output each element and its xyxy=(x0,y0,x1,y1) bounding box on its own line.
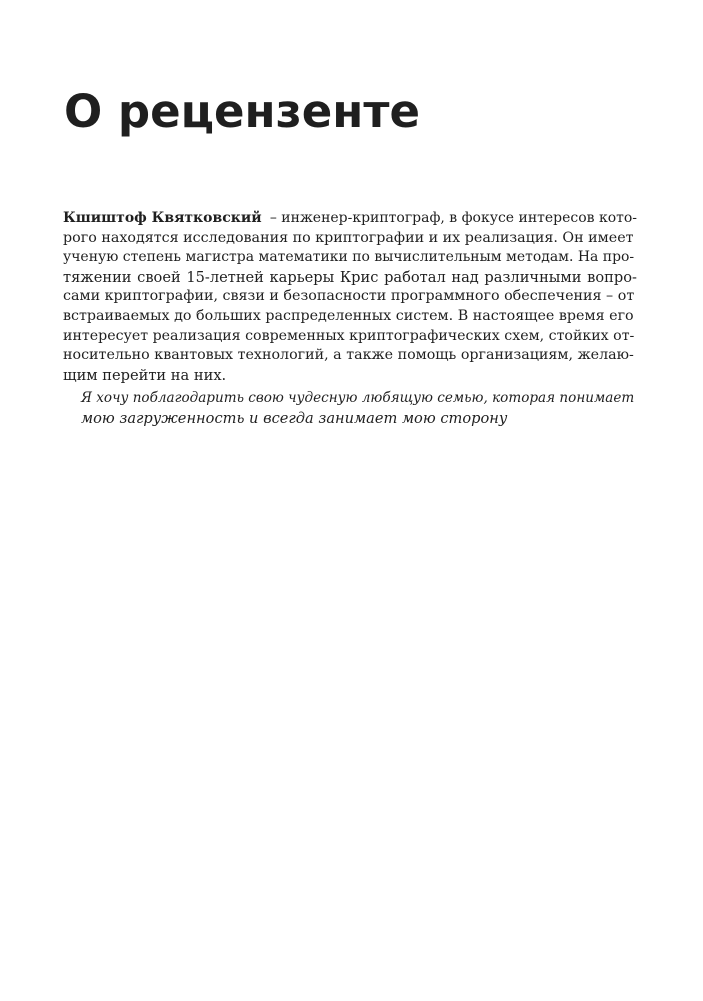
reviewer-bio xyxy=(63,209,637,385)
bio-line-7 xyxy=(63,327,637,347)
bio-line-1 xyxy=(63,209,637,229)
bio-line-8-text: носительно квантовых технологий, а также помощь организациям, желаю- xyxy=(63,347,634,364)
bio-line-2 xyxy=(63,229,637,249)
bio-line-6 xyxy=(63,307,637,327)
acknowledgment-line-2-text: мою загруженность и всегда занимает мою сторону xyxy=(81,409,508,427)
bio-line-5-text: сами криптографии, связи и безопасности программного обеспечения – от xyxy=(63,288,635,305)
acknowledgment-line-2 xyxy=(81,409,637,429)
bio-line-9-text: щим перейти на них. xyxy=(63,366,227,384)
page-title: О рецензенте xyxy=(64,85,420,138)
reviewer-name: Кшиштоф Квятковский xyxy=(63,210,262,226)
bio-line-9 xyxy=(63,366,637,386)
acknowledgment-line-1-text: Я хочу поблагодарить свою чудесную любящую семью, которая понимает xyxy=(81,390,635,406)
bio-line-1-text: – инженер-криптограф, в фокусе интересов кото- xyxy=(269,210,637,226)
bio-line-7-text: интересует реализация современных криптографических схем, стойких от- xyxy=(63,327,635,344)
acknowledgment-line-1 xyxy=(81,389,637,409)
bio-line-8 xyxy=(63,346,637,366)
bio-line-3-text: ученую степень магистра математики по вычислительным методам. На про- xyxy=(63,249,635,266)
bio-line-6-text: встраиваемых до больших распределенных систем. В настоящее время его xyxy=(63,307,634,324)
bio-line-2-text: рого находятся исследования по криптографии и их реализация. Он имеет xyxy=(63,229,634,246)
bio-line-4-text: тяжении своей 15-летней карьеры Крис работал над различными вопро- xyxy=(63,268,637,286)
bio-line-3 xyxy=(63,248,637,268)
bio-line-4 xyxy=(63,268,637,288)
bio-line-5 xyxy=(63,287,637,307)
acknowledgment xyxy=(81,389,637,428)
